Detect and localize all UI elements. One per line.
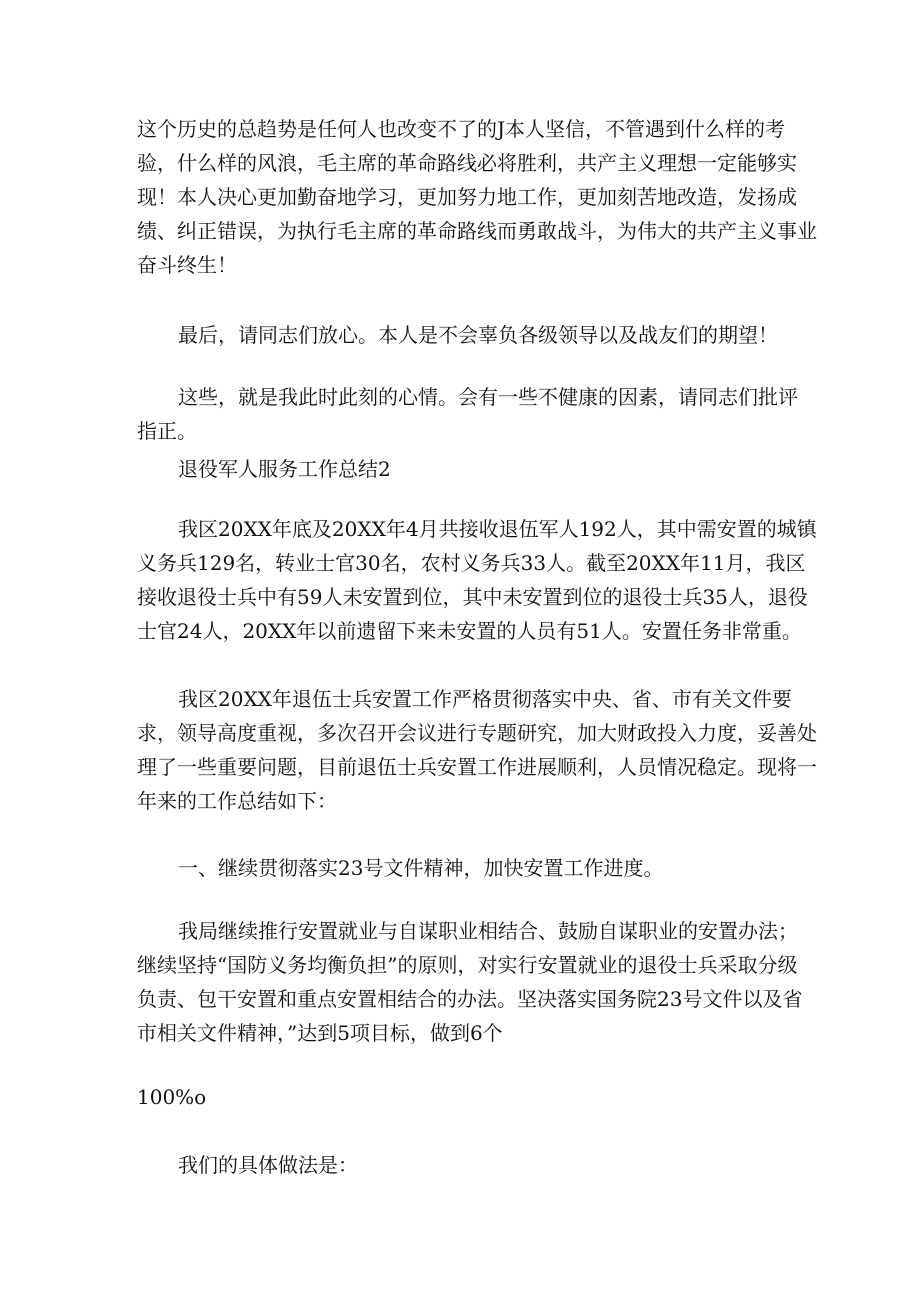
paragraph-feelings: 这些，就是我此时此刻的心情。会有一些不健康的因素，请同志们批评指正。: [137, 385, 798, 443]
paragraph-resettlement-overview: 我区20XX年退伍士兵安置工作严格贯彻落实中央、省、市有关文件要求，领导高度重视，多次召开会议进行专题研究，加大财政投入力度，妥善处理了一些重要问题，目前退伍士兵安置工作进展顺利，人员情况稳定。现将一年来的工作总结如下：: [137, 687, 817, 813]
paragraph-commitment: 这个历史的总趋势是任何人也改变不了的J本人坚信，不管遇到什么样的考验，什么样的风浪，毛主席的革命路线必将胜利，共产主义理想一定能够实现！本人决心更加勤奋地学习，更加努力地工作，更加刻苦地改造，发扬成绩、纠正错误，为执行毛主席的革命路线而勇敢战斗，为伟大的共产主义事业奋斗终生！: [137, 117, 817, 277]
paragraph-veteran-stats: 我区20XX年底及20XX年4月共接收退伍军人192人，其中需安置的城镇义务兵129名，转业士官30名，农村义务兵33人。截至20XX年11月，我区接收退役士兵中有59人未安置到位，其中未安置到位的退役士兵35人，退役士官24人，20XX年以前遗留下来未安置的人员有51人。安置任务非常重。: [137, 517, 817, 643]
subheading-item-one: 一、继续贯彻落实23号文件精神，加快安置工作进度。: [178, 856, 664, 880]
paragraph-percentage: 100%o: [137, 1085, 207, 1109]
paragraph-specific-practices: 我们的具体做法是：: [178, 1153, 358, 1177]
section-title: 退役军人服务工作总结2: [178, 457, 391, 481]
paragraph-resettlement-methods: 我局继续推行安置就业与自谋职业相结合、鼓励自谋职业的安置办法；继续坚持“国防义务均衡负担”的原则，对实行安置就业的退役士兵采取分级负责、包干安置和重点安置相结合的办法。坚决落实国务院23号文件以及省市相关文件精神，”达到5项目标，做到6个: [137, 919, 803, 1045]
paragraph-closing: 最后，请同志们放心。本人是不会辜负各级领导以及战友们的期望！: [178, 323, 778, 347]
